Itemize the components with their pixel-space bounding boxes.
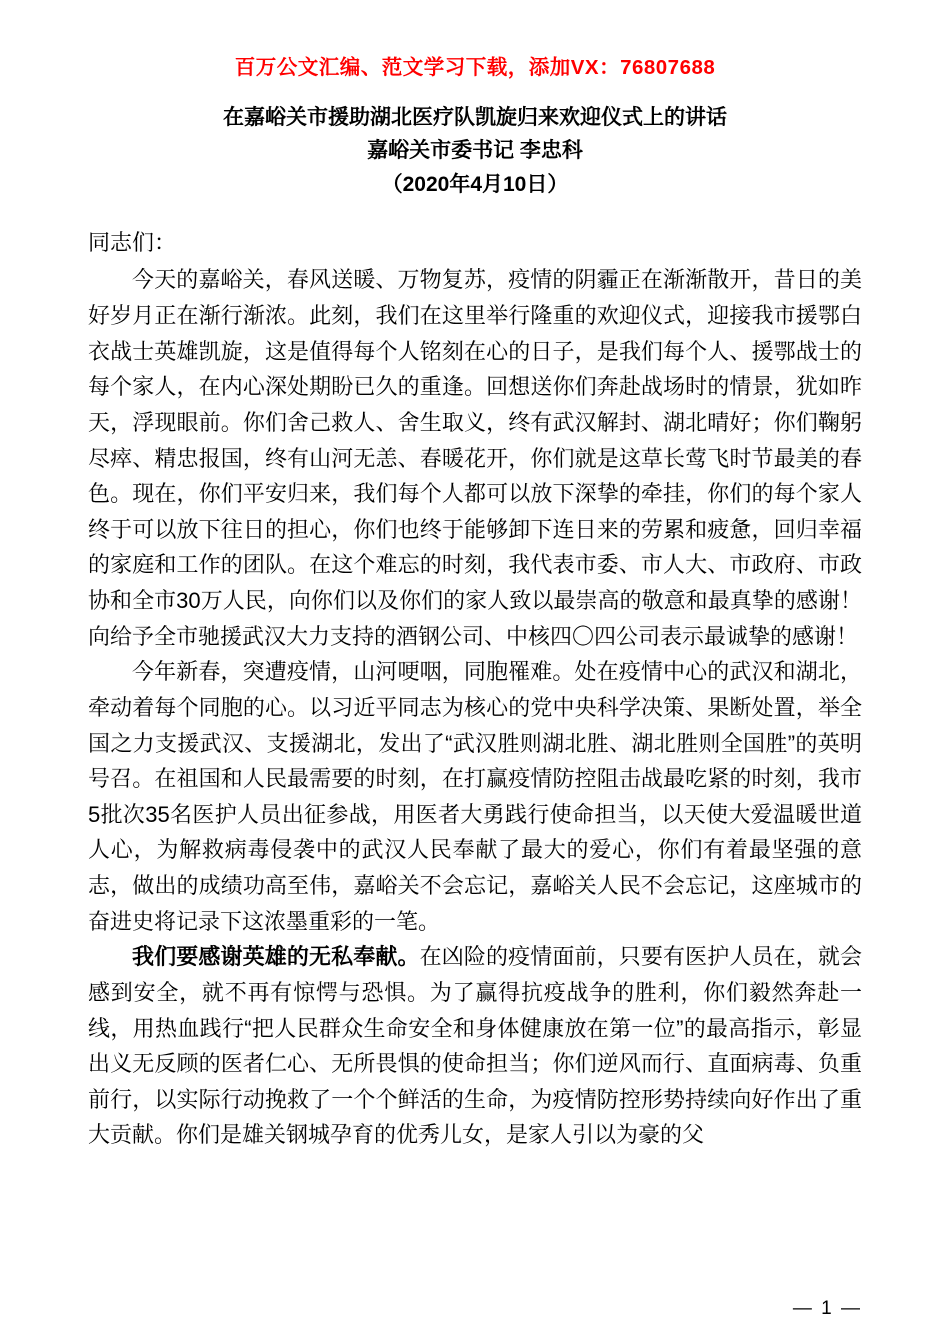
document-date: （2020年4月10日） bbox=[381, 173, 569, 197]
page-number: — 1 — bbox=[792, 1298, 862, 1319]
paragraph-3-lead: 我们要感谢英雄的无私奉献。 bbox=[132, 944, 420, 970]
paragraph-2 bbox=[88, 654, 862, 939]
paragraph-1 bbox=[88, 262, 862, 654]
paragraph-2-text: 今年新春，突遭疫情，山河哽咽，同胞罹难。处在疫情中心的武汉和湖北，牵动着每个同胞的心。以习近平同志为核心的党中央科学决策、果断处置，举全国之力支援武汉、支援湖北，发出了“武汉胜则湖北胜、湖北胜则全国胜”的英明号召。在祖国和人民最需要的时刻，在打赢疫情防控阻击战最吃紧的时刻，我市5批次35名医护人员出征参战，用医者大勇践行使命担当，以天使大爱温暖世道人心，为解救病毒侵袭中的武汉人民奉献了最大的爱心，你们有着最坚强的意志，做出的成绩功高至伟，嘉峪关不会忘记，嘉峪关人民不会忘记，这座城市的奋进史将记录下这浓墨重彩的一笔。 bbox=[88, 659, 862, 934]
page-title: 在嘉峪关市援助湖北医疗队凯旋归来欢迎仪式上的讲话 bbox=[223, 106, 727, 129]
document-author: 嘉峪关市委书记 李忠科 bbox=[367, 138, 583, 162]
paragraph-3 bbox=[88, 939, 862, 1153]
salutation: 同志们： bbox=[88, 229, 177, 255]
paragraph-1-text: 今天的嘉峪关，春风送暖、万物复苏，疫情的阴霾正在渐渐散开，昔日的美好岁月正在渐行渐浓。此刻，我们在这里举行隆重的欢迎仪式，迎接我市援鄂白衣战士英雄凯旋，这是值得每个人铭刻在心的日子，是我们每个人、援鄂战士的每个家人，在内心深处期盼已久的重逢。回想送你们奔赴战场时的情景，犹如昨天，浮现眼前。你们舍己救人、舍生取义，终有武汉解封、湖北晴好；你们鞠躬尽瘁、精忠报国，终有山河无恙、春暖花开，你们就是这草长莺飞时节最美的春色。现在，你们平安归来，我们每个人都可以放下深挚的牵挂，你们的每个家人终于可以放下往日的担心，你们也终于能够卸下连日来的劳累和疲惫，回归幸福的家庭和工作的团队。在这个难忘的时刻，我代表市委、市人大、市政府、市政协和全市30万人民，向你们以及你们的家人致以最崇高的敬意和最真挚的感谢！向给予全市驰援武汉大力支持的酒钢公司、中核四〇四公司表示最诚挚的感谢！ bbox=[88, 267, 862, 649]
paragraph-3-text: 在凶险的疫情面前，只要有医护人员在，就会感到安全，就不再有惊愕与恐惧。为了赢得抗疫战争的胜利，你们毅然奔赴一线，用热血践行“把人民群众生命安全和身体健康放在第一位”的最高指示，彰显出义无反顾的医者仁心、无所畏惧的使命担当；你们逆风而行、直面病毒、负重前行，以实际行动挽救了一个个鲜活的生命，为疫情防控形势持续向好作出了重大贡献。你们是雄关钢城孕育的优秀儿女，是家人引以为豪的父 bbox=[88, 944, 862, 1148]
promo-banner: 百万公文汇编、范文学习下载，添加VX：76807688 bbox=[234, 56, 716, 79]
